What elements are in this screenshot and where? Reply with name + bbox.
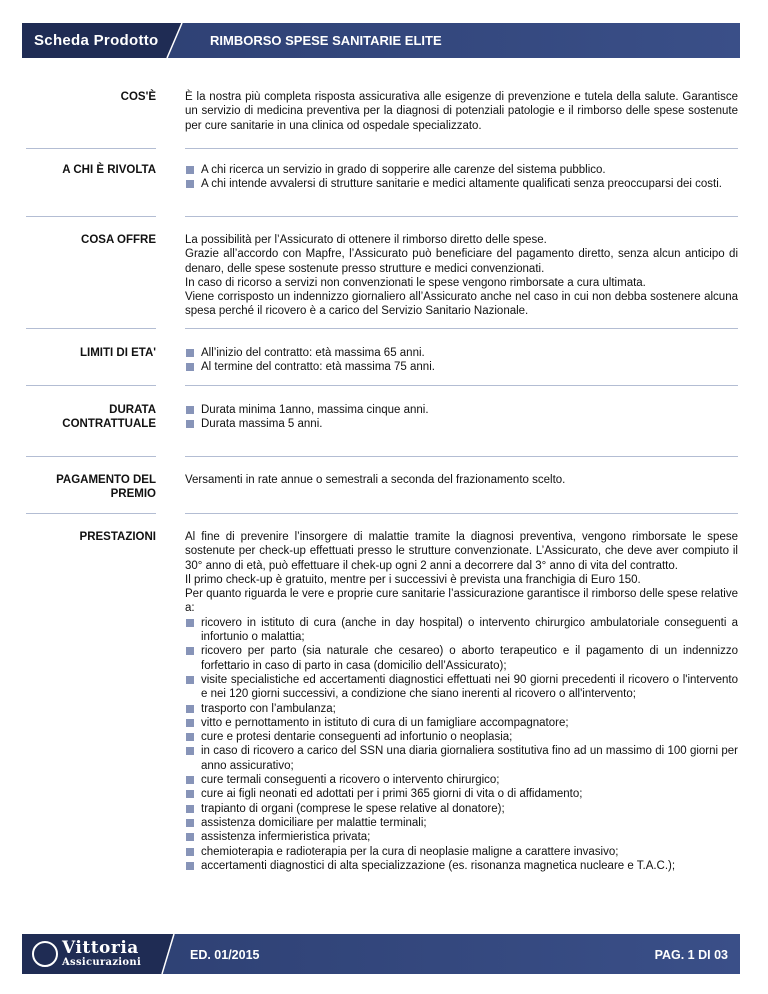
content-limiti (185, 346, 738, 375)
label-line: PREMIO (110, 488, 156, 500)
divider-right (185, 328, 738, 329)
footer-bar (22, 934, 740, 974)
label-prestazioni: PRESTAZIONI (79, 531, 156, 543)
label-durata (26, 403, 156, 431)
logo-name: Vittoria (62, 938, 139, 958)
list-item: cure ai figli neonati ed adottati per i primi 365 giorni di vita o di affidamento; (185, 787, 738, 801)
list-item: Durata minima 1anno, massima cinque anni. (185, 403, 738, 417)
bullet-icon (186, 619, 194, 627)
list-item: assistenza infermieristica privata; (185, 830, 738, 844)
bullet-icon (186, 805, 194, 813)
scheda-prodotto-label: Scheda Prodotto (34, 32, 159, 49)
bullet-icon (186, 790, 194, 798)
divider-right (185, 513, 738, 514)
paragraph: Per quanto riguarda le vere e proprie cure sanitarie l’assicurazione garantisce il rimborso delle spese relative a: (185, 588, 738, 615)
bullet-icon (186, 406, 194, 414)
bullet-icon (186, 747, 194, 755)
list-item: trasporto con l’ambulanza; (185, 702, 738, 716)
vittoria-logo-icon (32, 941, 58, 967)
label-line: CONTRATTUALE (62, 418, 156, 430)
list-item: ricovero per parto (sia naturale che cesareo) o aborto terapeutico e il pagamento di un indennizzo forfettario in caso di parto in casa (domicilio dell’Assicurato); (185, 644, 738, 673)
list-item: trapianto di organi (comprese le spese relative al donatore); (185, 802, 738, 816)
divider-right (185, 216, 738, 217)
bullet-icon (186, 676, 194, 684)
list-item: cure e protesi dentarie conseguenti ad infortunio o neoplasia; (185, 730, 738, 744)
bullet-icon (186, 776, 194, 784)
divider-left (26, 148, 156, 149)
paragraph: Viene corrisposto un indennizzo giornaliero all’Assicurato anche nel caso in cui non debba sostenere alcuna spesa perché il ricovero è a carico del Servizio Sanitario Nazionale. (185, 291, 738, 318)
list-item: chemioterapia e radioterapia per la cura di neoplasie maligne a carattere invasivo; (185, 845, 738, 859)
bullet-icon (186, 166, 194, 174)
list-item: in caso di ricovero a carico del SSN una diaria giornaliera sostitutiva fino ad un massimo di 100 giorni per anno assicurativo; (185, 744, 738, 773)
list-item: assistenza domiciliare per malattie terminali; (185, 816, 738, 830)
divider-right (185, 385, 738, 386)
list-item: cure termali conseguenti a ricovero o intervento chirurgico; (185, 773, 738, 787)
paragraph: In caso di ricorso a servizi non convenzionati le spese vengono rimborsate a cura ultimata. (185, 276, 646, 289)
bullet-icon (186, 733, 194, 741)
bullet-icon (186, 833, 194, 841)
paragraph: La possibilità per l’Assicurato di ottenere il rimborso diretto delle spese. (185, 234, 547, 246)
bullet-icon (186, 647, 194, 655)
paragraph: Il primo check-up è gratuito, mentre per i successivi è prevista una franchigia di Euro 150. (185, 573, 641, 586)
list-item: vitto e pernottamento in istituto di cura di un famigliare accompagnatore; (185, 716, 738, 730)
list-item: ricovero in istituto di cura (anche in day hospital) o intervento chirurgico ambulatoriale conseguenti a infortunio o malattia; (185, 616, 738, 645)
paragraph: Al fine di prevenire l’insorgere di malattie tramite la diagnosi preventiva, vengono rimborsate le spese sostenute per check-up effettuati presso le strutture convenzionate. L’Assicurato, che deve aver compiuto il 30° anno di età, può effettuare il chek-up ogni 2 anni a decorrere dal 3° anno di vita del contratto. (185, 531, 738, 572)
bullet-icon (186, 180, 194, 188)
bullet-icon (186, 719, 194, 727)
list-item: A chi ricerca un servizio in grado di sopperire alle carenze del sistema pubblico. (185, 163, 738, 177)
page-number: PAG. 1 DI 03 (654, 948, 728, 962)
label-line: PAGAMENTO DEL (56, 474, 156, 486)
content-cose (185, 90, 738, 133)
product-title: RIMBORSO SPESE SANITARIE ELITE (210, 33, 442, 48)
divider-left (26, 385, 156, 386)
bullet-icon (186, 862, 194, 870)
label-line: DURATA (109, 404, 156, 416)
content-prestazioni (185, 530, 738, 873)
header-bar (22, 23, 740, 58)
divider-left (26, 216, 156, 217)
bullet-icon (186, 363, 194, 371)
logo-subtitle: Assicurazioni (62, 957, 142, 968)
label-pagamento (26, 473, 156, 501)
paragraph: Versamenti in rate annue o semestrali a seconda del frazionamento scelto. (185, 474, 566, 486)
divider-left (26, 456, 156, 457)
list-item: visite specialistiche ed accertamenti diagnostici effettuati nei 90 giorni precedenti il ricovero o l'intervento e nei 120 giorni successivi, a condizione che siano inerenti al ricovero o all'intervento; (185, 673, 738, 702)
list-item: All’inizio del contratto: età massima 65 anni. (185, 346, 738, 360)
divider-left (26, 513, 156, 514)
list-item: Al termine del contratto: età massima 75 anni. (185, 360, 738, 374)
list-item: accertamenti diagnostici di alta specializzazione (es. risonanza magnetica nucleare e T.A.C.); (185, 859, 738, 873)
divider-left (26, 328, 156, 329)
edition-label: ED. 01/2015 (190, 948, 260, 962)
bullet-icon (186, 349, 194, 357)
content-cosa-offre (185, 233, 738, 319)
label-limiti: LIMITI DI ETA' (80, 347, 156, 359)
content-durata (185, 403, 738, 432)
bullet-icon (186, 819, 194, 827)
cose-paragraph: È la nostra più completa risposta assicurativa alle esigenze di prevenzione e tutela della salute. Garantisce un servizio di medicina preventiva per la diagnosi di potenziali patologie e il rimborso delle spese sostenute per cure sanitarie in una clinica od ospedale specializzato. (185, 91, 738, 132)
list-item: Durata massima 5 anni. (185, 417, 738, 431)
content-pagamento (185, 473, 738, 487)
divider-right (185, 456, 738, 457)
bullet-icon (186, 848, 194, 856)
divider-right (185, 148, 738, 149)
paragraph: Grazie all’accordo con Mapfre, l’Assicurato può beneficiare del pagamento diretto, senza alcun anticipo di denaro, delle spese sostenute presso strutture e medici convenzionati. (185, 248, 738, 275)
label-a-chi: A CHI È RIVOLTA (62, 164, 156, 176)
bullet-icon (186, 420, 194, 428)
label-cose: COS'È (120, 91, 156, 103)
list-item: A chi intende avvalersi di strutture sanitarie e medici altamente qualificati senza preoccuparsi dei costi. (185, 177, 738, 191)
content-a-chi (185, 163, 738, 192)
label-cosa-offre: COSA OFFRE (81, 234, 156, 246)
bullet-icon (186, 705, 194, 713)
